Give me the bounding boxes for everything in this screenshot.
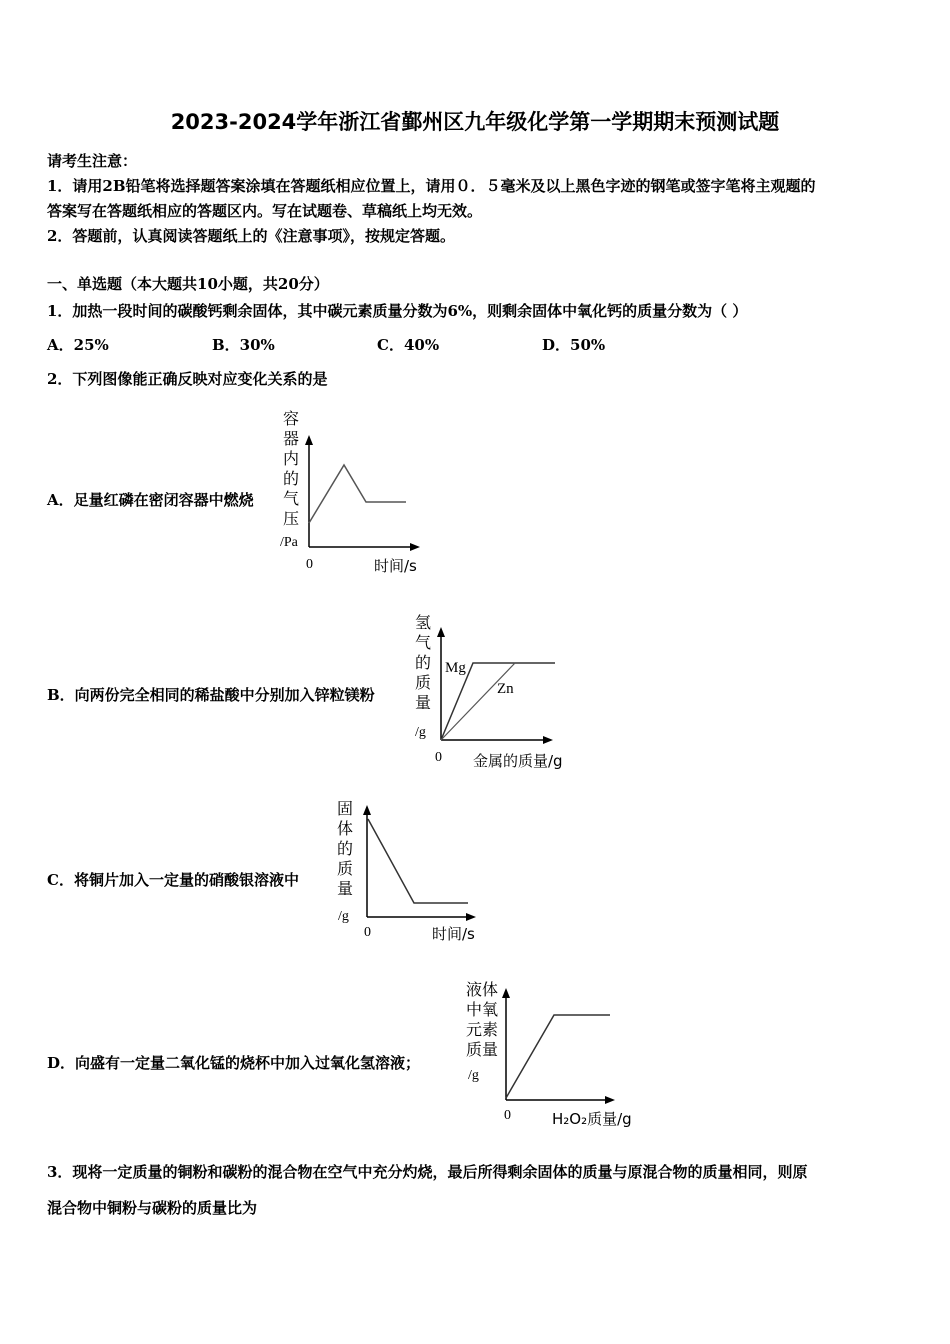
q2-option-d-label: D．向盛有一定量二氧化锰的烧杯中加入过氧化氢溶液； xyxy=(47,1054,421,1072)
series-label-zn: Zn xyxy=(497,681,514,697)
graph-c xyxy=(330,795,500,950)
oxygen-mass-curve xyxy=(506,1015,610,1098)
graph-b-plot xyxy=(405,605,585,780)
graph-c-xlabel: 时间/s xyxy=(432,925,475,943)
q1-option-d: D．50% xyxy=(542,336,606,354)
zn-curve xyxy=(441,663,515,740)
graph-c-origin: 0 xyxy=(364,925,371,940)
graph-b-yunit: /g xyxy=(415,725,426,740)
question-2-stem: 2．下列图像能正确反映对应变化关系的是 xyxy=(47,370,328,388)
graph-a-xlabel: 时间/s xyxy=(374,557,417,575)
section-heading: 一、单选题（本大题共10小题，共20分） xyxy=(47,275,329,293)
graph-b xyxy=(405,605,585,780)
x-arrow-icon xyxy=(410,543,420,551)
graph-b-origin: 0 xyxy=(435,750,442,765)
question-3-stem-cont: 混合物中铜粉与碳粉的质量比为 xyxy=(47,1199,258,1217)
series-label-mg: Mg xyxy=(445,660,466,676)
graph-c-ylabel: 固体的质量 xyxy=(336,799,353,898)
x-arrow-icon xyxy=(466,913,476,921)
q1-option-b: B．30% xyxy=(212,336,275,354)
graph-d xyxy=(462,978,652,1133)
graph-b-xlabel: 金属的质量/g xyxy=(473,752,563,770)
y-arrow-icon xyxy=(437,627,445,637)
question-1-stem: 1．加热一段时间的碳酸钙剩余固体，其中碳元素质量分数为6%，则剩余固体中氧化钙的质量分数为（ ） xyxy=(47,302,748,320)
graph-c-plot xyxy=(330,795,500,950)
q2-option-a-label: A．足量红磷在密闭容器中燃烧 xyxy=(47,491,254,509)
graph-d-yunit: /g xyxy=(468,1068,479,1083)
y-arrow-icon xyxy=(305,435,313,445)
graph-a xyxy=(270,405,440,575)
notice-heading: 请考生注意： xyxy=(47,152,138,170)
notice-line: 2．答题前，认真阅读答题纸上的《注意事项》，按规定答题。 xyxy=(47,227,455,245)
graph-d-origin: 0 xyxy=(504,1108,511,1123)
graph-d-plot xyxy=(462,978,652,1133)
graph-a-plot xyxy=(270,405,440,575)
q2-option-c-label: C．将铜片加入一定量的硝酸银溶液中 xyxy=(47,871,299,889)
y-arrow-icon xyxy=(502,988,510,998)
y-arrow-icon xyxy=(363,805,371,815)
graph-d-ylabel: 液体中氧元素质量 xyxy=(465,980,498,1059)
graph-b-ylabel: 氢气的质量 xyxy=(414,613,431,712)
question-3-stem: 3．现将一定质量的铜粉和碳粉的混合物在空气中充分灼烧，最后所得剩余固体的质量与原混合物的质量相同，则原 xyxy=(47,1163,808,1181)
graph-a-yunit: /Pa xyxy=(280,535,298,550)
pressure-curve xyxy=(309,465,406,523)
solid-mass-curve xyxy=(368,819,468,903)
graph-c-yunit: /g xyxy=(338,909,349,924)
x-arrow-icon xyxy=(605,1096,615,1104)
page-title: 2023-2024学年浙江省鄞州区九年级化学第一学期期末预测试题 xyxy=(170,110,780,134)
notice-line: 答案写在答题纸相应的答题区内。写在试题卷、草稿纸上均无效。 xyxy=(47,202,483,220)
graph-a-ylabel: 容器内的气压 xyxy=(282,409,299,528)
q1-option-a: A．25% xyxy=(47,336,109,354)
notice-line: 1．请用2B铅笔将选择题答案涂填在答题纸相应位置上，请用０．５毫米及以上黑色字迹的钢笔或签字笔将主观题的 xyxy=(47,177,816,195)
graph-a-origin: 0 xyxy=(306,557,313,572)
x-arrow-icon xyxy=(543,736,553,744)
q1-option-c: C．40% xyxy=(377,336,440,354)
mg-curve xyxy=(441,663,555,740)
q2-option-b-label: B．向两份完全相同的稀盐酸中分别加入锌粒镁粉 xyxy=(47,686,375,704)
graph-d-xlabel: H₂O₂质量/g xyxy=(552,1110,632,1128)
